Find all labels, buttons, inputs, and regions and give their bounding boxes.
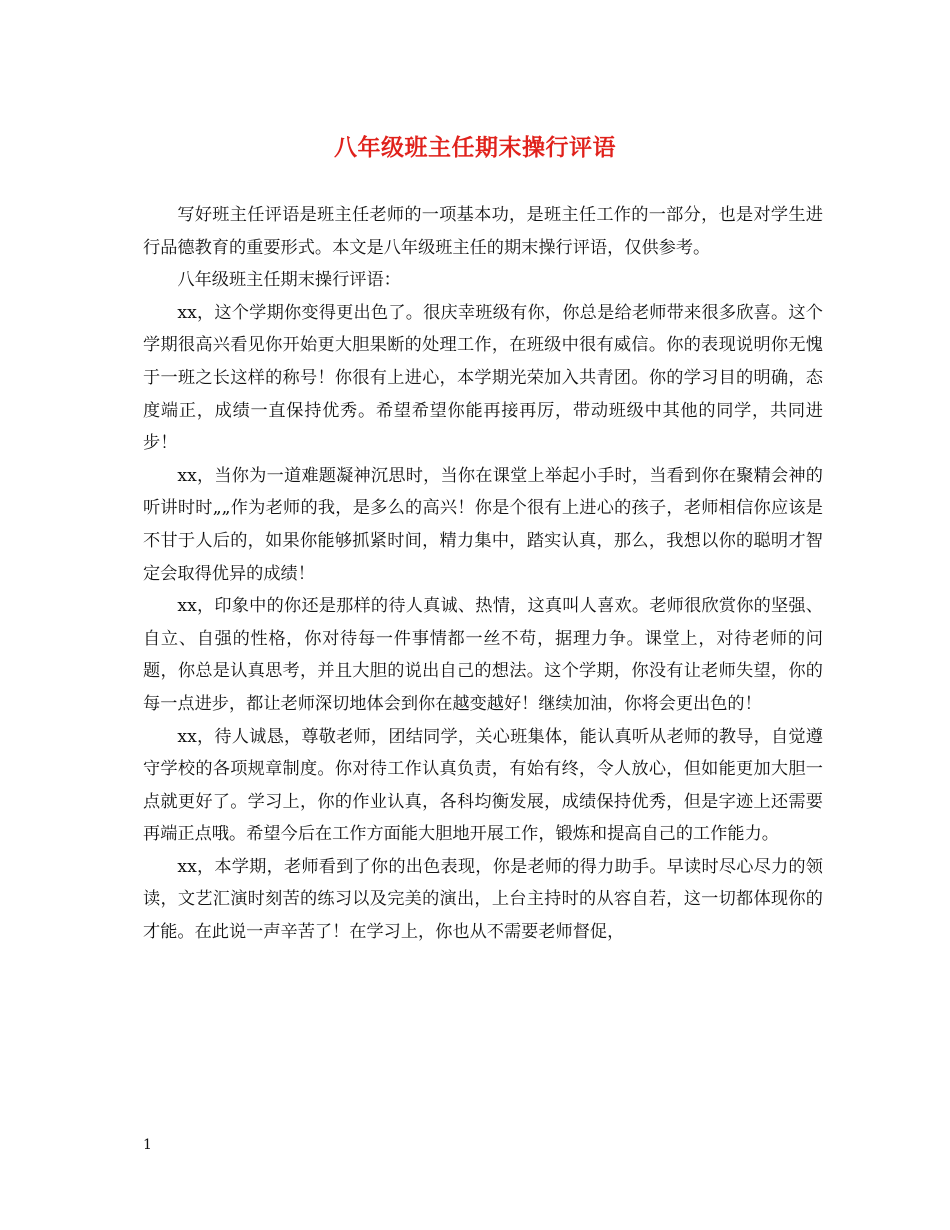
comment-paragraph: xx，本学期，老师看到了你的出色表现，你是老师的得力助手。早读时尽心尽力的领读，文艺汇演时刻苦的练习以及完美的演出，上台主持时的从容自若，这一切都体现你的才能。在此说一声辛苦了！在学习上，你也从不需要老师督促， [143,856,823,943]
section-heading: 八年级班主任期末操行评语： [177,270,401,291]
page-number: 1 [143,1137,152,1153]
intro-paragraph: 写好班主任评语是班主任老师的一项基本功，是班主任工作的一部分，也是对学生进行品德教育的重要形式。本文是八年级班主任的期末操行评语，仅供参考。 [143,205,823,258]
comment-paragraph: xx，这个学期你变得更出色了。很庆幸班级有你，你总是给老师带来很多欣喜。这个学期很高兴看见你开始更大胆果断的处理工作，在班级中很有威信。你的表现说明你无愧于一班之长这样的称号！你很有上进心，本学期光荣加入共青团。你的学习目的明确，态度端正，成绩一直保持优秀。希望希望你能再接再厉，带动班级中其他的同学，共同进步！ [143,302,823,454]
comment-paragraph: xx，印象中的你还是那样的待人真诚、热情，这真叫人喜欢。老师很欣赏你的坚强、自立、自强的性格，你对待每一件事情都一丝不苟，据理力争。课堂上，对待老师的问题，你总是认真思考，并且大胆的说出自己的想法。这个学期，你没有让老师失望，你的每一点进步，都让老师深切地体会到你在越变越好！继续加油，你将会更出色的！ [143,596,823,714]
document-body [143,199,823,949]
comment-paragraph: xx，当你为一道难题凝神沉思时，当你在课堂上举起小手时，当看到你在聚精会神的听讲时时„„作为老师的我，是多么的高兴！你是个很有上进心的孩子，老师相信你应该是不甘于人后的，如果你能够抓紧时间，精力集中，踏实认真，那么，我想以你的聪明才智定会取得优异的成绩！ [143,465,823,584]
comment-paragraph: xx，待人诚恳，尊敬老师，团结同学，关心班集体，能认真听从老师的教导，自觉遵守学校的各项规章制度。你对待工作认真负责，有始有终，令人放心，但如能更加大胆一点就更好了。学习上，你的作业认真，各科均衡发展，成绩保持优秀，但是字迹上还需要再端正点哦。希望今后在工作方面能大胆地开展工作，锻炼和提高自己的工作能力。 [143,726,823,845]
document-title: 八年级班主任期末操行评语 [334,134,616,161]
